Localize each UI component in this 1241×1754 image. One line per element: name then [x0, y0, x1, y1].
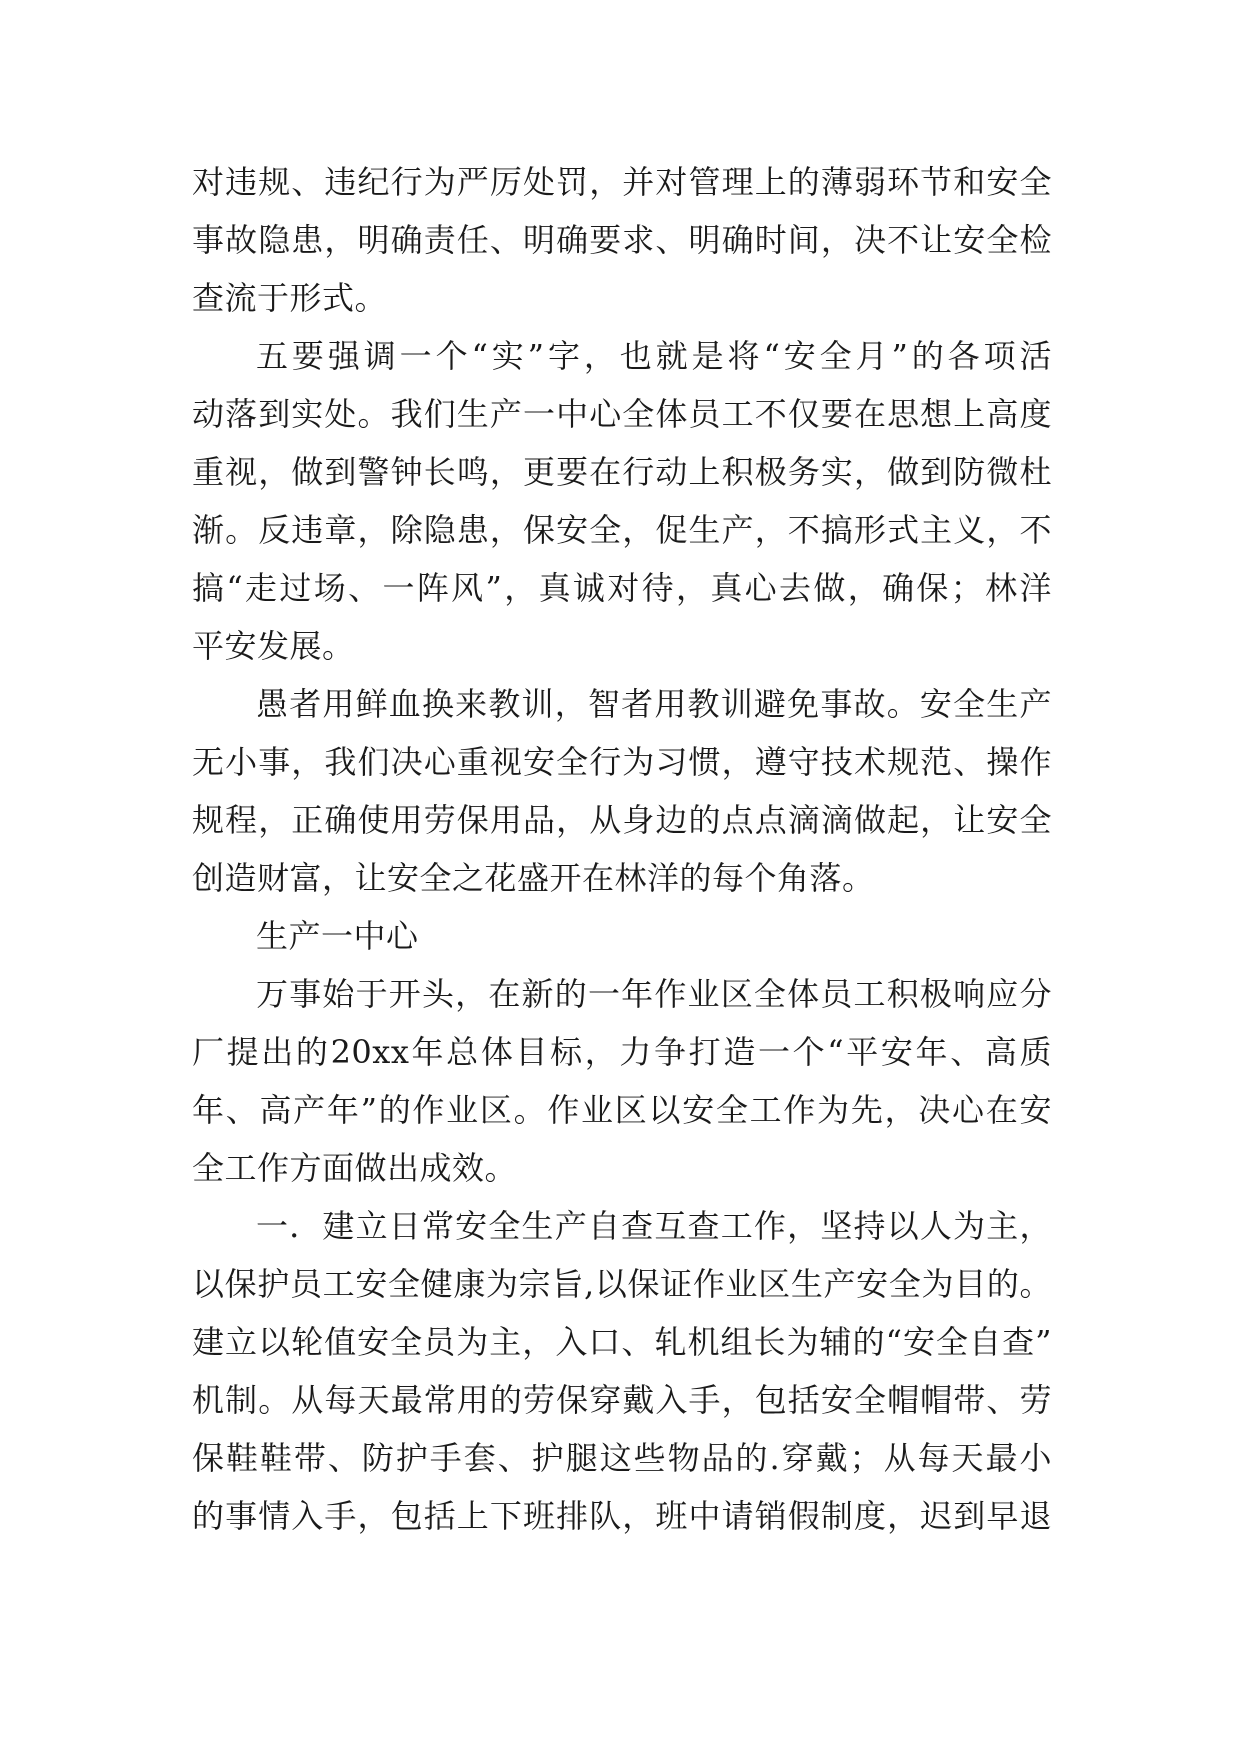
text-line: 平安发展。	[192, 627, 355, 665]
paragraph	[192, 907, 1052, 965]
text-line: 规程，正确使用劳保用品，从身边的点点滴滴做起，让安全	[192, 801, 1052, 839]
text-line: 以保护员工安全健康为宗旨,以保证作业区生产安全为目的。	[192, 1265, 1052, 1303]
paragraph	[192, 965, 1052, 1197]
text-line: 五要强调一个“实”字，也就是将“安全月”的各项活	[256, 337, 1052, 375]
text-line: 查流于形式。	[192, 279, 388, 317]
text-line: 事故隐患，明确责任、明确要求、明确时间，决不让安全检	[192, 221, 1052, 259]
signature-line: 生产一中心	[256, 917, 419, 955]
text-line: 一．建立日常安全生产自查互查工作，坚持以人为主，	[256, 1207, 1052, 1245]
text-line: 保鞋鞋带、防护手套、护腿这些物品的.穿戴；从每天最小	[192, 1439, 1052, 1477]
text-line: 机制。从每天最常用的劳保穿戴入手，包括安全帽帽带、劳	[192, 1381, 1052, 1419]
paragraph	[192, 327, 1052, 675]
text-line: 无小事，我们决心重视安全行为习惯，遵守技术规范、操作	[192, 743, 1052, 781]
text-line: 愚者用鲜血换来教训，智者用教训避免事故。安全生产	[256, 685, 1052, 723]
text-line: 年、高产年”的作业区。作业区以安全工作为先，决心在安	[192, 1091, 1052, 1129]
text-line: 的事情入手，包括上下班排队，班中请销假制度，迟到早退	[192, 1497, 1052, 1535]
text-line: 万事始于开头，在新的一年作业区全体员工积极响应分	[256, 975, 1052, 1013]
text-line: 对违规、违纪行为严厉处罚，并对管理上的薄弱环节和安全	[192, 163, 1052, 201]
text-line: 全工作方面做出成效。	[192, 1149, 518, 1187]
text-line: 创造财富，让安全之花盛开在林洋的每个角落。	[192, 859, 875, 897]
paragraph	[192, 675, 1052, 907]
document-body	[192, 153, 1052, 1545]
text-line: 建立以轮值安全员为主，入口、轧机组长为辅的“安全自查”	[192, 1323, 1052, 1361]
text-line: 搞“走过场、一阵风”，真诚对待，真心去做，确保；林洋	[192, 569, 1052, 607]
paragraph	[192, 153, 1052, 327]
paragraph	[192, 1197, 1052, 1545]
text-line: 动落到实处。我们生产一中心全体员工不仅要在思想上高度	[192, 395, 1052, 433]
text-line: 厂提出的20xx年总体目标，力争打造一个“平安年、高质	[192, 1033, 1052, 1071]
text-line: 渐。反违章，除隐患，保安全，促生产，不搞形式主义，不	[192, 511, 1052, 549]
text-line: 重视，做到警钟长鸣，更要在行动上积极务实，做到防微杜	[192, 453, 1052, 491]
